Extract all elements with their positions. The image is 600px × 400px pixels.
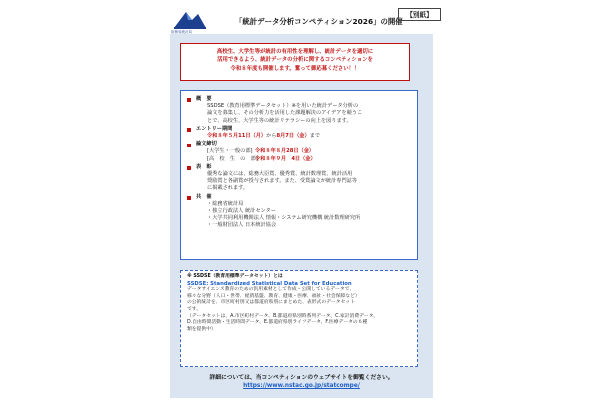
website-link[interactable]: https://www.nstac.go.jp/statcompe/ — [243, 383, 360, 389]
section-heading-entry: エントリー期間 — [191, 126, 407, 133]
intro-line: 高校生、大学生等が統計の有用性を理解し、統計データを適切に — [216, 49, 374, 55]
footer-text: 詳細については、当コンペティションのウェブサイトを御覧ください。 — [209, 375, 394, 381]
note-text: 類を提供中） — [187, 326, 216, 332]
bullet-square-icon — [187, 144, 191, 148]
host-item: ・大学共同利用機関法人 情報・システム研究機構 統計数理研究所 — [207, 215, 361, 222]
appendix-tag: 【別紙】 — [398, 8, 441, 21]
document-page — [157, 0, 443, 400]
overview-text: SSDSE（教育用標準データセット）※を用いた統計データ分析の — [207, 103, 359, 110]
deadline-general: [大学生・一般の部] 令和８年８月28日（金） — [207, 148, 315, 155]
bullet-square-icon — [187, 196, 191, 200]
note-text: D.自由時間活動・生活時間データ、E.都道府県別ライフデータ、F.医療データの６種 — [187, 320, 368, 326]
note-title: ※ SSDSE（教育用標準データセット）とは — [187, 274, 283, 279]
overview-text: とで、高校生、大学生等の統計リテラシーの向上を図ります。 — [207, 117, 352, 124]
intro-line: 令和８年度も開催します。奮って御応募ください！！ — [230, 65, 360, 72]
note-text: 様々な分野（人口・世帯、経済基盤、教育、健康・医療、福祉・社会保障など） — [187, 293, 360, 299]
section-heading-host: 共 催 — [191, 194, 407, 201]
note-text: です。 — [187, 306, 202, 312]
bullet-square-icon — [187, 98, 191, 102]
ministry-logo-icon — [172, 8, 208, 30]
logo-text: 総務省統計局 — [171, 30, 192, 34]
host-item: ・独立行政法人 統計センター — [207, 208, 276, 215]
ssdse-note-box — [180, 270, 418, 367]
section-heading-deadline: 論文締切 — [191, 141, 407, 148]
content-panel — [170, 34, 433, 398]
overview-text: 論文を募集し、その分析力を活用した課題解決のアイデアを競うこ — [207, 110, 363, 117]
overview-box — [180, 90, 418, 260]
intro-line: 活用できるよう、統計データの分析に関するコンペティションを — [217, 57, 373, 64]
section-heading-overview: 概 要 — [191, 96, 407, 103]
note-text: データサイエンス教育のための汎用素材として作成・公開しているデータで、 — [187, 287, 355, 293]
section-heading-award: 表 彰 — [191, 164, 407, 171]
deadline-highschool: [高 校 生 の 部] 令和８年９月 4日（金） — [207, 155, 316, 162]
bullet-square-icon — [187, 166, 191, 170]
entry-period: 令和８年５月11日（月）から8月7日（金）まで — [207, 133, 321, 140]
intro-box — [180, 43, 410, 81]
note-subtitle: SSDSE: Standardized Statistical Data Set for Education — [187, 280, 352, 287]
bullet-square-icon — [187, 128, 191, 132]
page-title: 「統計データ分析コンペティション2026」の開催 — [235, 17, 403, 26]
award-text: に掲載されます。 — [207, 185, 249, 192]
host-item: ・一般財団法人 日本統計協会 — [207, 222, 277, 229]
host-item: ・総務省統計局 — [207, 200, 244, 207]
award-text: 奨励賞と各副賞が授与されます。また、受賞論文が統計専門誌等 — [207, 178, 358, 185]
note-text: の公的統計を、市区町村別又は都道府県別にまとめた、表形式のデータセット — [187, 300, 355, 306]
note-text: （データセットは、A.市区町村データ、B.都道府県別時系列データ、C.家計消費データ、 — [187, 313, 379, 319]
award-text: 優秀な論文には、総務大臣賞、優秀賞、統計数理賞、統計活用 — [207, 171, 353, 178]
